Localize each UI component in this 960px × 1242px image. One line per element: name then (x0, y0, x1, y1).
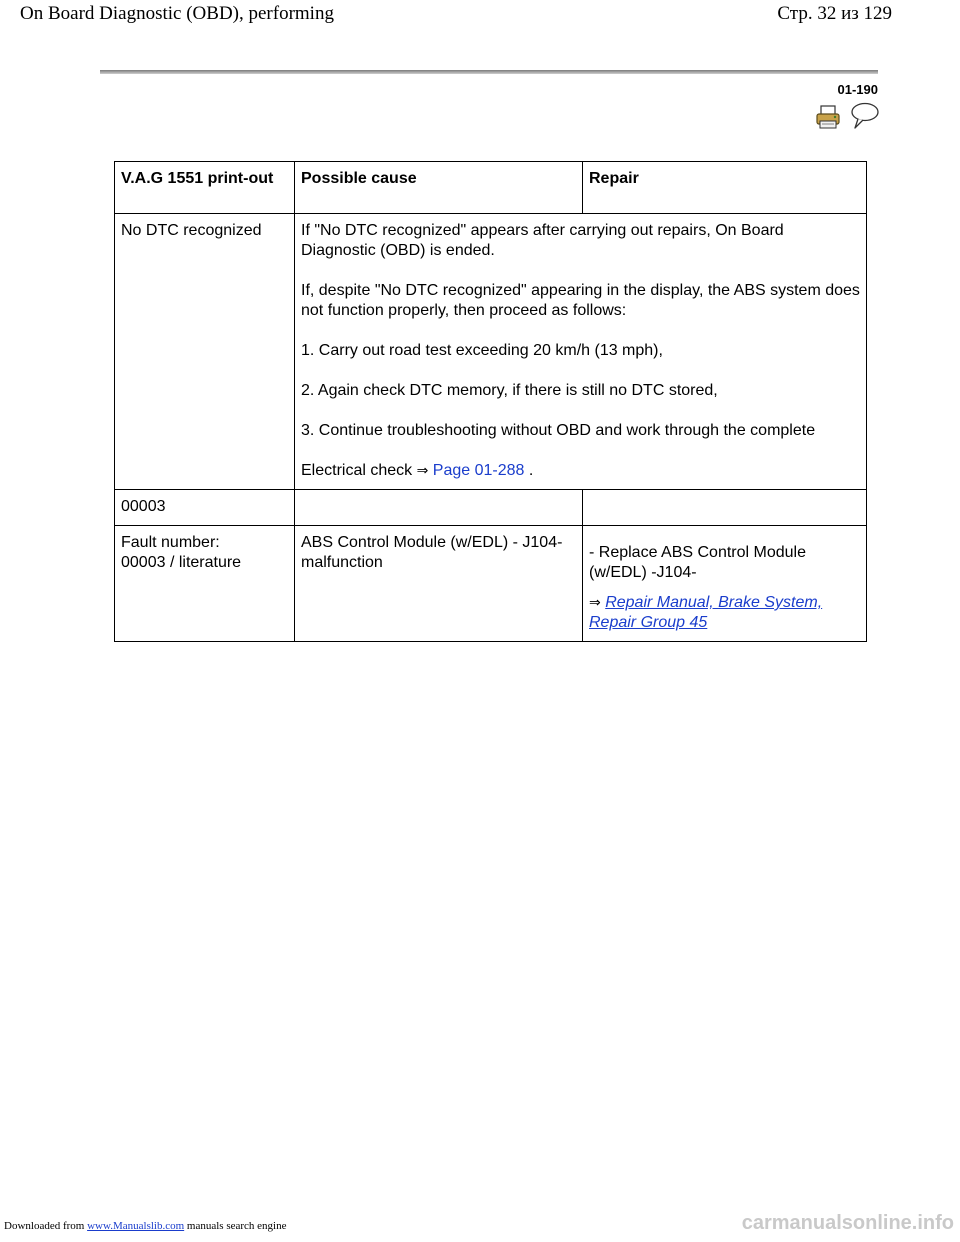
cause-paragraph: 3. Continue troubleshooting without OBD and work through the complete (301, 422, 816, 439)
print-header (0, 0, 960, 28)
watermark: carmanualsonline.info (741, 1212, 954, 1234)
electrical-check-line (301, 461, 860, 481)
cause-cell (295, 214, 867, 490)
repair-manual-link[interactable]: Repair Manual, Brake System, Repair Group 45 (589, 594, 823, 631)
page-link[interactable]: Page 01-288 (432, 462, 525, 479)
repair-instruction: - Replace ABS Control Module (w/EDL) -J104- (589, 544, 806, 581)
cause-paragraph: If "No DTC recognized" appears after carrying out repairs, On Board Diagnostic (OBD) is ended. (301, 222, 784, 259)
header-printout: V.A.G 1551 print-out (115, 162, 295, 214)
cause-cell: ABS Control Module (w/EDL) - J104- malfunction (295, 526, 583, 642)
page-number: 01-190 (837, 82, 878, 97)
printout-cell: 00003 (115, 490, 295, 526)
empty-cell (583, 490, 867, 526)
repair-cell (583, 526, 867, 642)
electrical-check-tail: . (528, 462, 534, 479)
download-footer (4, 1220, 286, 1232)
arrow-right-icon: ⇒ (416, 463, 429, 479)
table-header-row (115, 162, 867, 214)
empty-cell (295, 490, 583, 526)
fault-number-label: Fault number: (121, 534, 220, 551)
table-row (115, 490, 867, 526)
printer-icon[interactable] (815, 104, 841, 130)
printout-cell: No DTC recognized (115, 214, 295, 490)
header-possible-cause: Possible cause (295, 162, 583, 214)
header-repair: Repair (583, 162, 867, 214)
cause-paragraph: 1. Carry out road test exceeding 20 km/h (13 mph), (301, 342, 663, 359)
repair-reference (589, 593, 860, 633)
printout-cell (115, 526, 295, 642)
electrical-check-text: Electrical check (301, 462, 413, 479)
table-row (115, 526, 867, 642)
header-divider (100, 70, 878, 74)
document-title: On Board Diagnostic (OBD), performing (20, 3, 334, 24)
manualslib-link[interactable]: www.Manualslib.com (87, 1220, 185, 1232)
speech-bubble-icon[interactable] (848, 101, 880, 131)
fault-number-value: 00003 / literature (121, 554, 242, 571)
cause-paragraph: If, despite "No DTC recognized" appearing in the display, the ABS system does not function properly, then proceed as follows: (301, 282, 860, 319)
diagnostic-table (114, 161, 867, 642)
footer-prefix: Downloaded from (4, 1220, 85, 1232)
table-row (115, 214, 867, 490)
cause-paragraph: 2. Again check DTC memory, if there is still no DTC stored, (301, 382, 718, 399)
arrow-right-icon: ⇒ (589, 595, 601, 611)
footer-suffix: manuals search engine (186, 1220, 287, 1232)
page-counter: Стр. 32 из 129 (777, 3, 892, 24)
